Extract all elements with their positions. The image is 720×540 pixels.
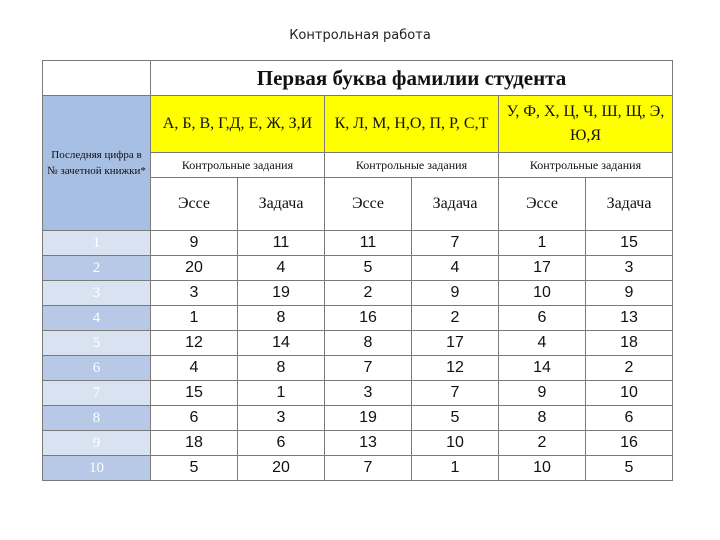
value-cell: 10 (586, 381, 673, 406)
value-cell: 5 (325, 256, 412, 281)
letter-group-1: А, Б, В, Г,Д, Е, Ж, З,И (151, 96, 325, 153)
table-row (43, 256, 673, 281)
value-cell: 3 (325, 381, 412, 406)
value-cell: 16 (325, 306, 412, 331)
value-cell: 14 (499, 356, 586, 381)
digit-cell: 7 (43, 381, 151, 406)
value-cell: 4 (412, 256, 499, 281)
value-cell: 4 (238, 256, 325, 281)
value-cell: 7 (325, 456, 412, 481)
assignment-table (42, 60, 673, 481)
value-cell: 11 (325, 231, 412, 256)
value-cell: 3 (238, 406, 325, 431)
surname-letter-header: Первая буква фамилии студента (151, 61, 673, 96)
value-cell: 15 (151, 381, 238, 406)
value-cell: 6 (238, 431, 325, 456)
value-cell: 12 (151, 331, 238, 356)
digit-cell: 9 (43, 431, 151, 456)
value-cell: 3 (151, 281, 238, 306)
value-cell: 4 (499, 331, 586, 356)
table-row (43, 431, 673, 456)
essay-header: Эссе (325, 178, 412, 231)
value-cell: 1 (151, 306, 238, 331)
value-cell: 20 (238, 456, 325, 481)
value-cell: 17 (412, 331, 499, 356)
value-cell: 11 (238, 231, 325, 256)
value-cell: 10 (499, 281, 586, 306)
digit-cell: 8 (43, 406, 151, 431)
value-cell: 18 (586, 331, 673, 356)
value-cell: 9 (586, 281, 673, 306)
page-title: Контрольная работа (289, 28, 431, 43)
value-cell: 13 (586, 306, 673, 331)
value-cell: 17 (499, 256, 586, 281)
essay-header: Эссе (151, 178, 238, 231)
value-cell: 8 (325, 331, 412, 356)
value-cell: 19 (238, 281, 325, 306)
value-cell: 10 (412, 431, 499, 456)
value-cell: 7 (412, 231, 499, 256)
digit-cell: 3 (43, 281, 151, 306)
value-cell: 7 (325, 356, 412, 381)
digit-cell: 6 (43, 356, 151, 381)
value-cell: 2 (412, 306, 499, 331)
digit-cell: 4 (43, 306, 151, 331)
table-row (43, 231, 673, 256)
value-cell: 19 (325, 406, 412, 431)
value-cell: 5 (412, 406, 499, 431)
value-cell: 8 (238, 356, 325, 381)
value-cell: 9 (412, 281, 499, 306)
value-cell: 6 (151, 406, 238, 431)
value-cell: 18 (151, 431, 238, 456)
table-row (43, 281, 673, 306)
value-cell: 4 (151, 356, 238, 381)
table-row (43, 306, 673, 331)
value-cell: 7 (412, 381, 499, 406)
value-cell: 14 (238, 331, 325, 356)
value-cell: 9 (499, 381, 586, 406)
value-cell: 5 (151, 456, 238, 481)
value-cell: 2 (586, 356, 673, 381)
task-header: Задача (586, 178, 673, 231)
digit-cell: 10 (43, 456, 151, 481)
table-row (43, 381, 673, 406)
section-label: Контрольные задания (325, 153, 499, 178)
section-label: Контрольные задания (151, 153, 325, 178)
value-cell: 2 (325, 281, 412, 306)
value-cell: 5 (586, 456, 673, 481)
value-cell: 10 (499, 456, 586, 481)
digit-cell: 1 (43, 231, 151, 256)
task-header: Задача (412, 178, 499, 231)
digit-cell: 2 (43, 256, 151, 281)
value-cell: 8 (238, 306, 325, 331)
section-label: Контрольные задания (499, 153, 673, 178)
essay-header: Эссе (499, 178, 586, 231)
value-cell: 20 (151, 256, 238, 281)
value-cell: 15 (586, 231, 673, 256)
task-header: Задача (238, 178, 325, 231)
table-row (43, 331, 673, 356)
value-cell: 1 (412, 456, 499, 481)
table-row (43, 456, 673, 481)
corner-cell (43, 61, 151, 96)
value-cell: 9 (151, 231, 238, 256)
value-cell: 3 (586, 256, 673, 281)
letter-group-3: У, Ф, Х, Ц, Ч, Ш, Щ, Э, Ю,Я (499, 96, 673, 153)
record-book-digit-header: Последняя цифра в № зачетной книжки* (43, 96, 151, 231)
table-row (43, 406, 673, 431)
value-cell: 2 (499, 431, 586, 456)
table-row (43, 356, 673, 381)
value-cell: 6 (586, 406, 673, 431)
value-cell: 1 (238, 381, 325, 406)
value-cell: 1 (499, 231, 586, 256)
value-cell: 16 (586, 431, 673, 456)
letter-group-2: К, Л, М, Н,О, П, Р, С,Т (325, 96, 499, 153)
value-cell: 6 (499, 306, 586, 331)
value-cell: 8 (499, 406, 586, 431)
value-cell: 12 (412, 356, 499, 381)
digit-cell: 5 (43, 331, 151, 356)
value-cell: 13 (325, 431, 412, 456)
